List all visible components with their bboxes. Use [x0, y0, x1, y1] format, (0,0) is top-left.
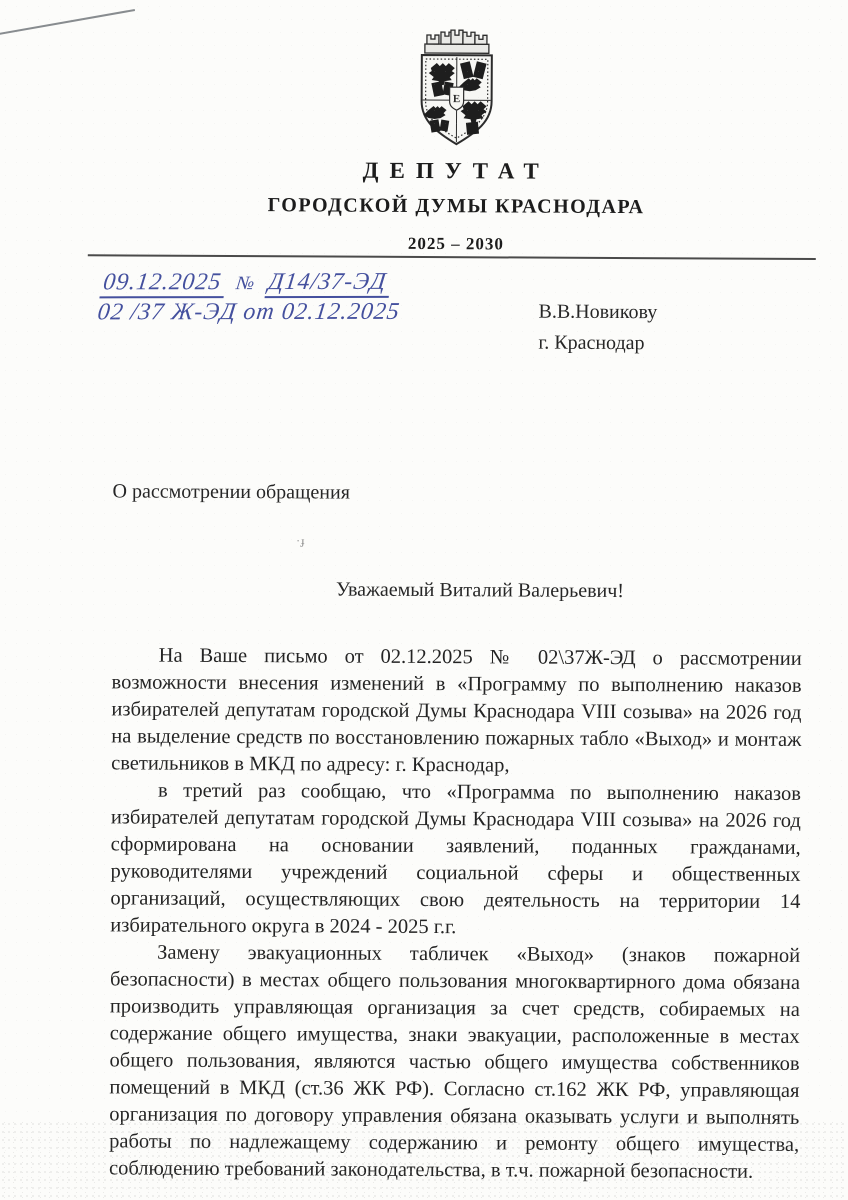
registration-number: Д14/37-ЭД: [264, 269, 392, 298]
letterhead-subtitle: ГОРОДСКОЙ ДУМЫ КРАСНОДАРА: [267, 194, 645, 219]
registration-stamp: [96, 269, 405, 326]
salutation: Уважаемый Виталий Валерьевич!: [336, 578, 625, 603]
recipient-city: г. Краснодар: [538, 331, 645, 355]
recipient-block: [538, 297, 657, 360]
subject-line: О рассмотрении обращения: [112, 480, 350, 504]
letter-body: [109, 642, 802, 1186]
scan-pencil-mark: ·ɟ: [296, 535, 306, 548]
body-paragraph: Замену эвакуационных табличек «Выход» (знаков пожарной безопасности) в местах общего пользования многоквартирного дома обязана производить управляющая организация за счет средств, собираемых на содержание общего имущества, знаки эвакуации, расположенные в местах общего пользования, являются частью общего имущества собственников помещений в МКД (ст.36 ЖК РФ). Согласно ст.162 ЖК РФ, управляющая организация по договору управления обязана оказывать услуги и выполнять работы по надлежащему содержанию и ремонту общего имущества, соблюдению требований законодательства, в т.ч. пожарной безопасности.: [108, 941, 801, 1183]
number-sign: №: [234, 273, 257, 295]
recipient-name: В.В.Новикову: [538, 300, 658, 324]
body-paragraph: На Ваше письмо от 02.12.2025 № 02\37Ж-ЭД о рассмотрении возможности внесения изменений в «Программу по выполнению наказов избирателей депутатам городской Думы Краснодара VIII созыва» на 2026 год на выделение средств по восстановлению пожарных табло «Выход» и монтаж светильников в МКД по адресу: г. Краснодар,: [111, 644, 802, 777]
registration-date: 09.12.2025: [99, 269, 227, 298]
registration-line1: [100, 269, 405, 297]
registration-reference: 02 /37 Ж-ЭД от 02.12.2025: [96, 298, 402, 326]
krasnodar-coat-of-arms-icon: [400, 24, 513, 151]
letterhead: [90, 22, 823, 256]
body-paragraph: в третий раз сообщаю, что «Программа по выполнению наказов избирателей депутатам городской Думы Краснодара VIII созыва» на 2026 год сформирована на основании заявлений, поданных гражданами, руководителями учреждений социальной сферы и общественных организаций, осуществляющих свою деятельность на территории 14 избирательного округа в 2024 - 2025 г.г.: [110, 779, 802, 939]
letterhead-title: ДЕПУТАТ: [362, 157, 550, 184]
emblem-monogram: Е: [452, 93, 461, 106]
letterhead-term: 2025 – 2030: [407, 233, 504, 254]
